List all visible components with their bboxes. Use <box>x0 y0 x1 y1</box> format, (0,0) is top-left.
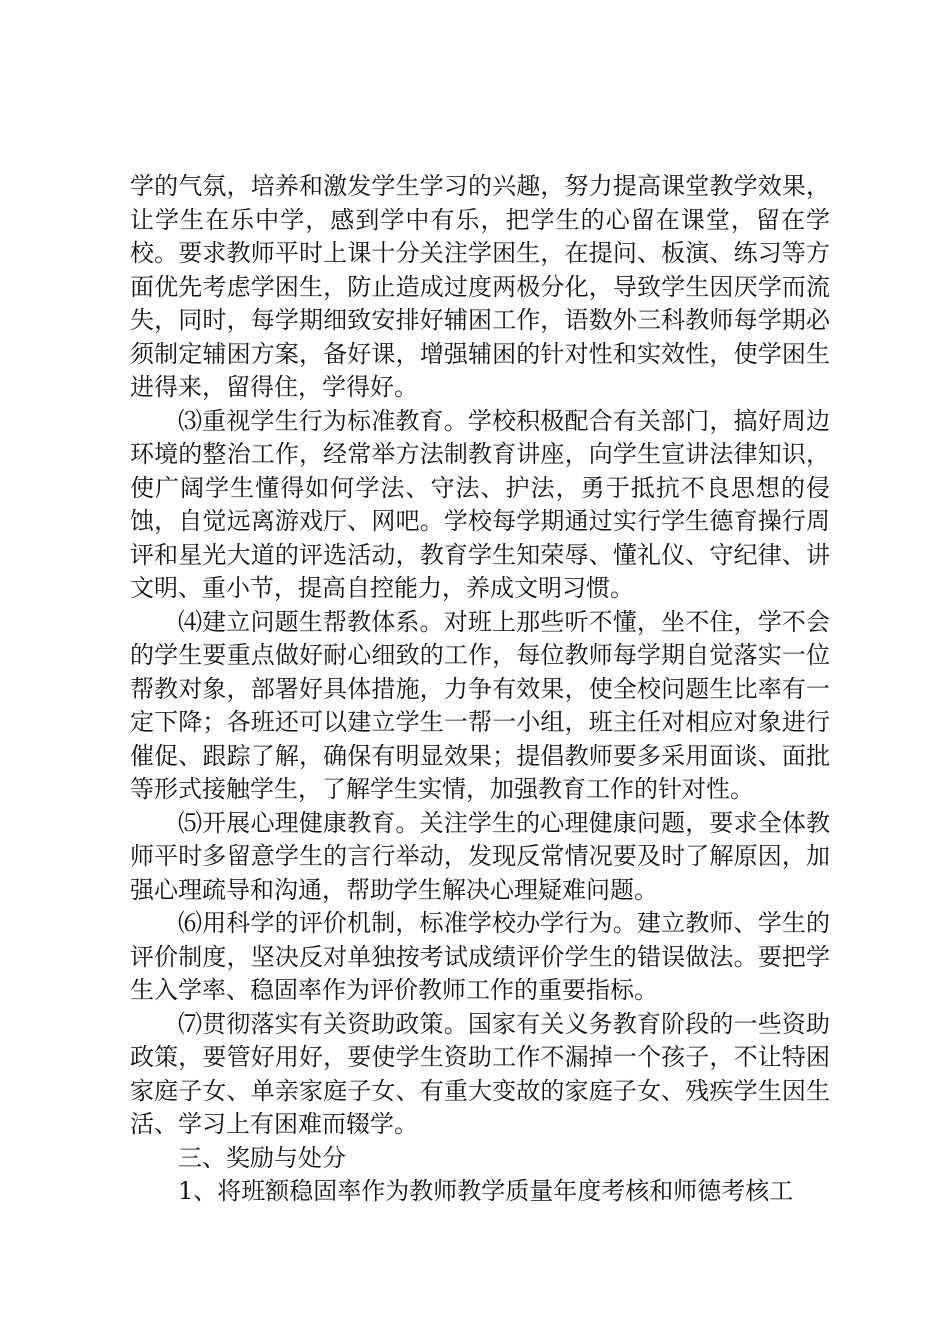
paragraph-item-1: 1、将班额稳固率作为教师教学质量年度考核和师德考核工 <box>178 1177 794 1205</box>
paragraph-behavior-education: ⑶重视学生行为标准教育。学校积极配合有关部门，搞好周边环境的整治工作，经常举方法制教育讲座，向学生宣讲法律知识，使广阔学生懂得如何学法、守法、护法，勇于抵抗不良思想的侵蚀，自觉远离游戏厅、网吧。学校每学期通过实行学生德育操行周评和星光大道的评选活动，教育学生知荣辱、懂礼仪、守纪律、讲文明、重小节，提高自控能力，养成文明习惯。 <box>130 406 830 602</box>
section-heading-rewards: 三、奖励与处分 <box>178 1143 346 1172</box>
document-page <box>130 170 830 1209</box>
paragraph-continuation: 学的气氛，培养和激发学生学习的兴趣，努力提高课堂教学效果，让学生在乐中学，感到学中有乐，把学生的心留在课堂，留在学校。要求教师平时上课十分关注学困生，在提问、板演、练习等方面优先考虑学困生，防止造成过度两极分化，导致学生因厌学而流失，同时，每学期细致安排好辅困工作，语数外三科教师每学期必须制定辅困方案，备好课，增强辅困的针对性和实效性，使学困生进得来，留得住，学得好。 <box>130 172 830 401</box>
paragraph-problem-student-support: ⑷建立问题生帮教体系。对班上那些听不懂，坐不住，学不会的学生要重点做好耐心细致的工作，每位教师每学期自觉落实一位帮教对象，部署好具体措施，力争有效果，使全校问题生比率有一定下降；各班还可以建立学生一帮一小组，班主任对相应对象进行催促、跟踪了解，确保有明显效果；提倡教师要多采用面谈、面批等形式接触学生，了解学生实情，加强教育工作的针对性。 <box>130 607 830 803</box>
paragraph-evaluation-mechanism: ⑹用科学的评价机制，标准学校办学行为。建立教师、学生的评价制度，坚决反对单独按考试成绩评价学生的错误做法。要把学生入学率、稳固率作为评价教师工作的重要指标。 <box>130 909 830 1004</box>
paragraph-funding-policy: ⑺贯彻落实有关资助政策。国家有关义务教育阶段的一些资助政策，要管好用好，要使学生资助工作不漏掉一个孩子，不让特困家庭子女、单亲家庭子女、有重大变故的家庭子女、残疾学生因生活、学习上有困难而辍学。 <box>130 1009 830 1138</box>
paragraph-mental-health: ⑸开展心理健康教育。关注学生的心理健康问题，要求全体教师平时多留意学生的言行举动，发现反常情况要及时了解原因，加强心理疏导和沟通，帮助学生解决心理疑难问题。 <box>130 808 830 904</box>
